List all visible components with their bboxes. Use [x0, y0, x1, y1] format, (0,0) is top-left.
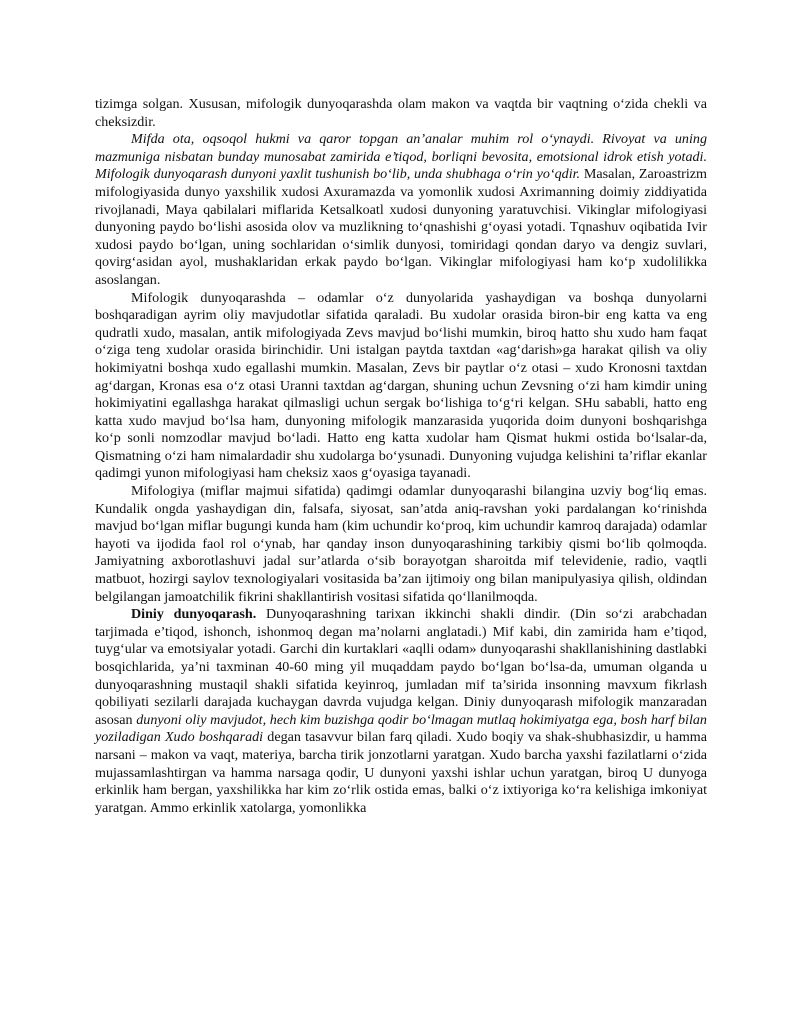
paragraph-4: [95, 483, 707, 606]
paragraph-5-text-b: degan tasavvur bilan farq qiladi. Xudo boqiy va shak-shubhasizdir, u hamma narsani – makon va vaqt, materiya, barcha tirik jonzotlarni yaratgan. Xudo barcha yaxshi fazilatlarni o‘zida mujassamlashtirgan va hamma narsaga qodir, U dunyoni yaxshi ishlar uchun yaratgan, biroq U dunyoga erkinlik ham bergan, yaxshilikka har kim zo‘rlik ostida emas, balki o‘z ixtiyoriga ko‘ra kelishiga imkoniyat yaratgan. Ammo erkinlik xatolarga, yomonlikka: [95, 729, 708, 816]
paragraph-2-text: Masalan, Zaroastrizm mifologiyasida dunyo yaxshilik xudosi Axuramazda va yomonlik xudosi Axrimanning doimiy ziddiyatida rivojlanadi, Maya qabilalari miflarida Ketsalkoatl xudosi dunyoning yaratuvchisi. Vikinglar mifologiyasi dunyoning paydo bo‘lishi asosida olov va muzlikning to‘qnashishi g‘oyasi yotadi. Tqnashuv oqibatida Ivir xudosi paydo bo‘lgan, uning sochlaridan o‘simlik dunyosi, tomiridagi qondan daryo va dengiz suvlari, qovirg‘asidan ayol, mushaklaridan erkak paydo bo‘lgan. Vikinglar mifologiyasi ham ko‘p xudolilikka asoslangan.: [95, 166, 707, 288]
paragraph-5-italic-text: dunyoni oliy mavjudot, hech kim buzishga qodir bo‘lmagan mutlaq hokimiyatga ega, bosh harf bilan yoziladigan Xudo boshqaradi: [95, 711, 707, 746]
paragraph-5-text-a: Dunyoqarashning tarixan ikkinchi shakli dindir. (Din so‘zi arabchadan tarjimada e’tiqod, ishonch, ishonmoq degan ma’nolarni anglatadi.) Mif kabi, din zamirida ham e’tiqod, tuyg‘ular va emotsiyalar yotadi. Garchi din kurtaklari «aqlli odam» dunyoqarashi shakllanishining dastlabki bosqichlarida, ya’ni taxminan 40-60 ming yil muqaddam paydo bo‘lgan bo‘lsa-da, umuman olganda u dunyoqarashning mustaqil shakli sifatida keyinroq, jumladan mif ta’sirida insonning mavxum fikrlash qobiliyati sezilarli darajada kuchaygan davrda vujudga kelgan. Diniy dunyoqarash mifologik manzaradan asosan: [95, 606, 707, 728]
paragraph-3-text: Mifologik dunyoqarashda – odamlar o‘z dunyolarida yashaydigan va boshqa dunyolarni boshqaradigan ayrim oliy mavjudotlar sifatida qaraladi. Bu xudolar orasida biron-bir eng katta va eng qudratli xudo, masalan, antik mifologiyada Zevs mavjud bo‘lishi mumkin, biroq hatto shu xudo ham faqat o‘ziga teng xudolar orasida birinchidir. Uni istalgan paytda taxtdan «ag‘darish»ga harakat qilish va oliy hokimiyatni boshqa xudo egallashi mumkin. Masalan, Zevs bir paytlar o‘z otasi – xudo Kronosni taxtdan ag‘dargan, Kronas esa o‘z otasi Uranni taxtdan ag‘dargan, shuning uchun Zevsning o‘zi ham kimdir uning hokimiyatini egallashga harakat qilmasligi uchun sergak bo‘lishiga to‘g‘ri kelgan. SHu sababli, hatto eng katta xudo mavjud bo‘lsa ham, dunyoning mifologik manzarasida yuqorida doim dunyoni boshqarishga ko‘p sonli nomzodlar mavjud bo‘ladi. Hatto eng katta xudolar ham Qismat hukmi ostida bo‘lsalar-da, Qismatning o‘zi ham nimalardadir shu xudolarga bo‘ysunadi. Dunyoning vujudga kelishini ta’riflar ekanlar qadimgi yunon mifologiyasi ham cheksiz xaos g‘oyasiga tayanadi.: [95, 289, 707, 482]
section-heading-diniy-dunyoqarash: Diniy dunyoqarash.: [131, 606, 257, 623]
paragraph-2-italic-text: Mifda ota, oqsoqol hukmi va qaror topgan an’analar muhim rol o‘ynaydi. Rivoyat va uning mazmuniga nisbatan bunday munosabat zamirida e’tiqod, borliqni bevosita, emotsional idrok etish yotadi. Mifologik dunyoqarash dunyoni yaxlit tushunish bo‘lib, unda shubhaga o‘rin yo‘qdir.: [95, 131, 707, 183]
paragraph-5: [95, 606, 707, 817]
paragraph-4-text: Mifologiya (miflar majmui sifatida) qadimgi odamlar dunyoqarashi bilangina uzviy bog‘liq emas. Kundalik ongda yashaydigan din, falsafa, siyosat, san’atda aniq-ravshan yoki pardalangan ko‘rinishda mavjud bo‘lgan miflar bugungi kunda ham (kim uchundir ko‘proq, kim uchundir kamroq darajada) odamlar hayoti va ijodida faol rol o‘ynab, har qanday inson dunyoqarashining tarkibiy qismi bo‘lib qolmoqda. Jamiyatning axborotlashuvi jadal sur’atlarda o‘sib borayotgan sharoitda mif televidenie, radio, vaqtli matbuot, hozirgi saylov texnologiyalari vositasida ba’zan ijtimoiy ong bilan manipulyasiya qilish, oldindan belgilangan jamoatchilik fikrini shakllantirish vositasi sifatida qo‘llanilmoqda.: [95, 483, 707, 605]
paragraph-3: [95, 290, 707, 484]
paragraph-2: [95, 131, 707, 289]
paragraph-1-text: tizimga solgan. Xususan, mifologik dunyoqarashda olam makon va vaqtda bir vaqtning o‘zida chekli va cheksizdir.: [95, 96, 707, 130]
paragraph-1: [95, 96, 707, 131]
document-page: [95, 96, 707, 817]
